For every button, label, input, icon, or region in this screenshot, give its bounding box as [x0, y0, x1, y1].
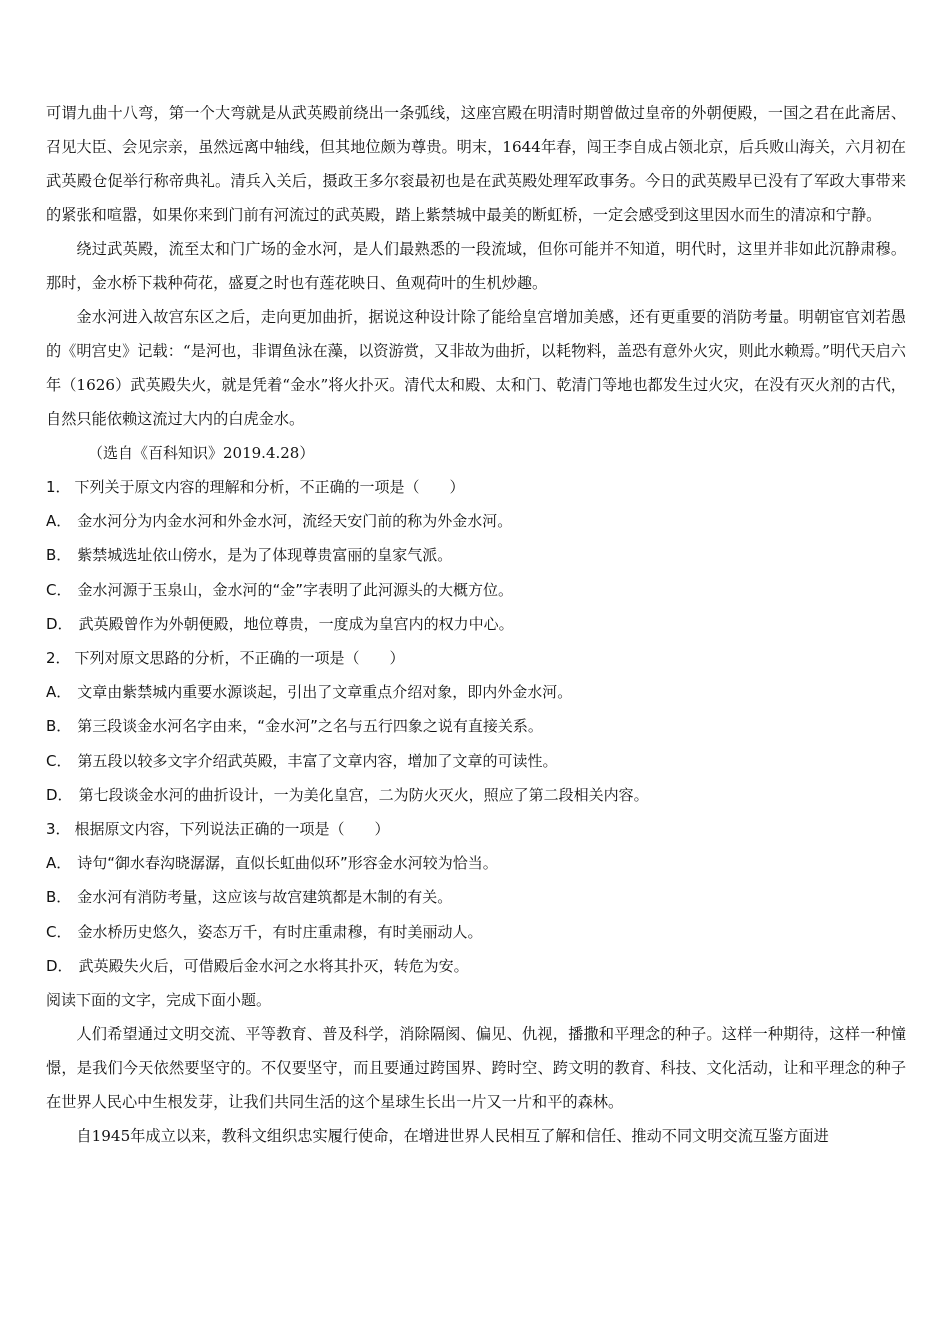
option-text: 武英殿失火后，可借殿后金水河之水将其扑灭，转危为安。	[78, 956, 469, 975]
option-letter: B．	[46, 888, 72, 907]
option-letter: B．	[46, 546, 72, 565]
passage-paragraph: 绕过武英殿，流至太和门广场的金水河，是人们最熟悉的一段流域，但你可能并不知道，明代时，这里并非如此沉静肃穆。那时，金水桥下栽种荷花，盛夏之时也有莲花映日、鱼观荷叶的生机炒趣。	[46, 240, 906, 292]
question-stem	[46, 470, 906, 504]
option-text: 第五段以较多文字介绍武英殿，丰富了文章内容，增加了文章的可读性。	[77, 751, 558, 770]
question-block	[46, 812, 906, 983]
answer-option	[46, 744, 906, 778]
option-text: 第七段谈金水河的曲折设计，一为美化皇宫，二为防火灭火，照应了第二段相关内容。	[78, 785, 649, 804]
passage-paragraph: 人们希望通过文明交流、平等教育、普及科学，消除隔阂、偏见、仇视，播撒和平理念的种子。这样一种期待，这样一种憧憬，是我们今天依然要坚守的。不仅要坚守，而且要通过跨国界、跨时空、跨文明的教育、科技、文化活动，让和平理念的种子在世界人民心中生根发芽，让我们共同生活的这个星球生长出一片又一片和平的森林。	[46, 1025, 906, 1112]
answer-option	[46, 573, 906, 607]
question-text: 根据原文内容，下列说法正确的一项是（ ）	[74, 820, 390, 839]
passage-source: （选自《百科知识》2019.4.28）	[88, 444, 315, 462]
option-letter: D．	[46, 956, 73, 975]
question-number: 3．	[46, 820, 71, 839]
option-letter: A．	[46, 512, 72, 531]
option-letter: C．	[46, 922, 72, 941]
answer-option	[46, 880, 906, 914]
option-letter: C．	[46, 580, 72, 599]
question-text: 下列对原文思路的分析，不正确的一项是（ ）	[74, 649, 405, 668]
answer-option	[46, 675, 906, 709]
question-stem	[46, 641, 906, 675]
question-number: 2．	[46, 649, 71, 668]
document-page	[46, 96, 906, 1153]
reading-instruction: 阅读下面的文字，完成下面小题。	[46, 991, 272, 1010]
answer-option	[46, 778, 906, 812]
question-block	[46, 641, 906, 812]
option-letter: C．	[46, 751, 72, 770]
question-text: 下列关于原文内容的理解和分析，不正确的一项是（ ）	[74, 478, 465, 496]
question-stem	[46, 812, 906, 846]
passage-paragraph: 可谓九曲十八弯，第一个大弯就是从武英殿前绕出一条弧线，这座宫殿在明清时期曾做过皇帝的外朝便殿，一国之君在此斋居、召见大臣、会见宗亲，虽然远离中轴线，但其地位颇为尊贵。明末，1644年春，闯王李自成占领北京，后兵败山海关，六月初在武英殿仓促举行称帝典礼。清兵入关后，摄政王多尔衮最初也是在武英殿处理军政事务。今日的武英殿早已没有了军政大事带来的紧张和喧嚣，如果你来到门前有河流过的武英殿，踏上紫禁城中最美的断虹桥，一定会感受到这里因水而生的清凉和宁静。	[46, 104, 906, 224]
option-text: 金水河源于玉泉山，金水河的“金”字表明了此河源头的大概方位。	[77, 580, 514, 599]
reading-passage	[46, 96, 906, 470]
answer-option	[46, 538, 906, 572]
passage-paragraph: 自1945年成立以来，教科文组织忠实履行使命，在增进世界人民相互了解和信任、推动不同文明交流互鉴方面进	[76, 1127, 829, 1146]
option-text: 武英殿曾作为外朝便殿，地位尊贵，一度成为皇宫内的权力中心。	[78, 614, 514, 633]
question-number: 1．	[46, 478, 71, 496]
option-text: 金水河有消防考量，这应该与故宫建筑都是木制的有关。	[77, 888, 453, 907]
option-letter: D．	[46, 614, 73, 633]
option-text: 紫禁城选址依山傍水，是为了体现尊贵富丽的皇家气派。	[77, 546, 453, 565]
answer-option	[46, 709, 906, 743]
option-text: 诗句“御水春沟晓潺潺，直似长虹曲似环”形容金水河较为恰当。	[77, 854, 498, 873]
option-letter: A．	[46, 854, 72, 873]
option-letter: A．	[46, 683, 72, 702]
option-text: 第三段谈金水河名字由来，“金水河”之名与五行四象之说有直接关系。	[77, 717, 543, 736]
question-block	[46, 470, 906, 641]
answer-option	[46, 846, 906, 880]
answer-option	[46, 504, 906, 538]
answer-option	[46, 915, 906, 949]
option-text: 金水河分为内金水河和外金水河，流经天安门前的称为外金水河。	[77, 512, 513, 531]
answer-option	[46, 607, 906, 641]
option-letter: D．	[46, 785, 73, 804]
option-letter: B．	[46, 717, 72, 736]
next-reading-section	[46, 983, 906, 1153]
passage-paragraph: 金水河进入故宫东区之后，走向更加曲折，据说这种设计除了能给皇宫增加美感，还有更重要的消防考量。明朝宦官刘若愚的《明宫史》记载：“是河也，非谓鱼泳在藻，以资游赏，又非故为曲折，以耗物料，盖恐有意外火灾，则此水赖焉。”明代天启六年（1626）武英殿失火，就是凭着“金水”将火扑灭。清代太和殿、太和门、乾清门等地也都发生过火灾，在没有灭火剂的古代，自然只能依赖这流过大内的白虎金水。	[46, 308, 906, 428]
option-text: 文章由紫禁城内重要水源谈起，引出了文章重点介绍对象，即内外金水河。	[77, 683, 573, 702]
option-text: 金水桥历史悠久，姿态万千，有时庄重肃穆，有时美丽动人。	[77, 922, 483, 941]
answer-option	[46, 949, 906, 983]
